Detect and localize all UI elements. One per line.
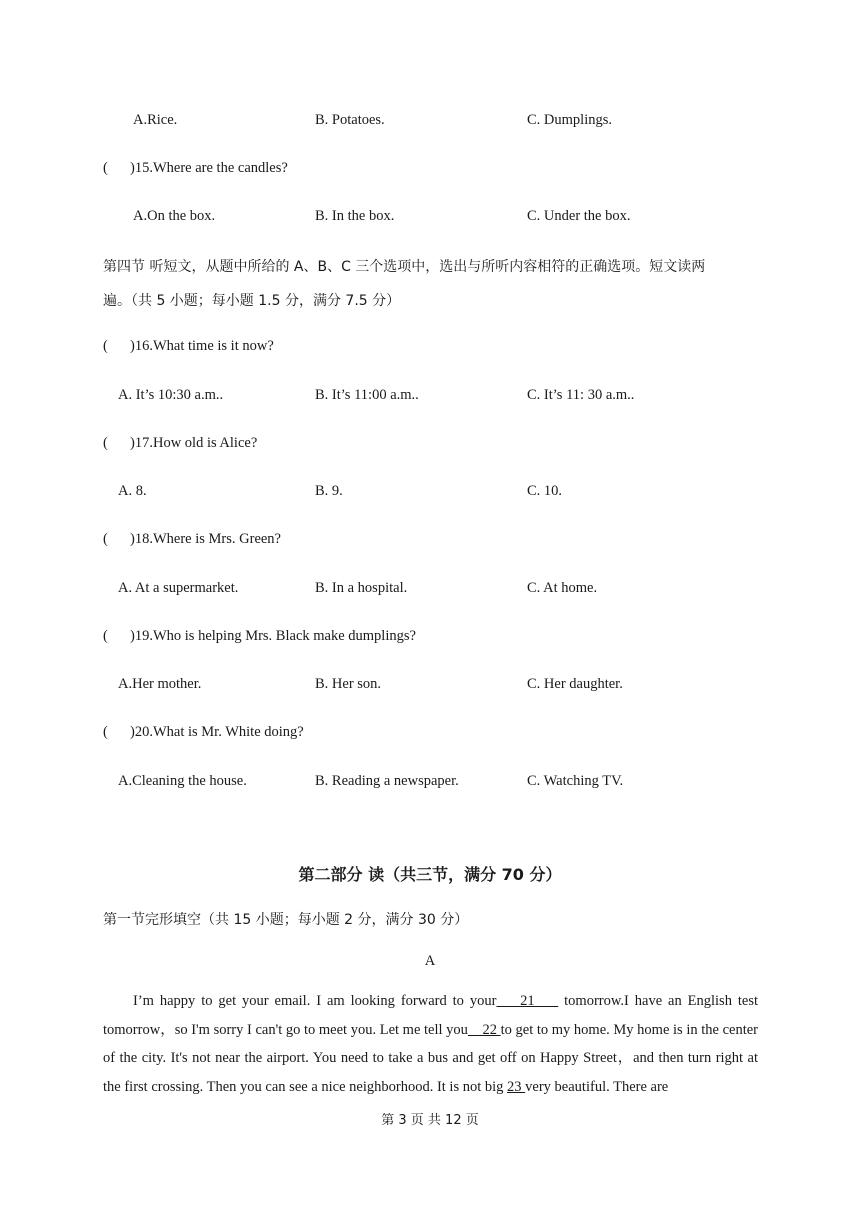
passage-text-1: I’m happy to get your email. I am looking forward to your (133, 993, 497, 1009)
question-17 (103, 435, 257, 452)
passage-text-3: to get to my home. My home is in the center of the city. It's not near the airport. You need to take a bus and get off on Happy Street，and then turn right at the first crossing. Then you can see a nice neighborhood. It is not big (103, 1021, 759, 1095)
answer-paren-close: ) (130, 435, 135, 451)
q17-option-a: A. 8. (118, 483, 147, 499)
cloze-passage (103, 987, 758, 1101)
question-18-text: 18.Where is Mrs. Green? (134, 531, 281, 547)
answer-paren: ( (103, 160, 108, 176)
q20-option-b: B. Reading a newspaper. (315, 773, 459, 789)
q15-option-a: A.On the box. (133, 208, 216, 224)
question-18 (103, 531, 281, 548)
passage-text-2: tomorrow.I have an English test tomorrow，so I'm sorry I can't go to meet you. Let me tell you (103, 993, 758, 1038)
q14-option-c: C. Dumplings. (527, 112, 612, 128)
q19-option-b: B. Her son. (315, 676, 382, 692)
section4-instruction-line1: 第四节 听短文，从题中所给的 A、B、C 三个选项中，选出与所听内容相符的正确选项。短文读两 (103, 259, 706, 275)
answer-paren-close: ) (130, 160, 135, 176)
answer-paren-close: ) (130, 724, 135, 740)
q15-option-c: C. Under the box. (527, 208, 631, 224)
q16-option-b: B. It’s 11:00 a.m.. (315, 387, 419, 403)
q19-option-c: C. Her daughter. (527, 676, 623, 692)
question-16 (103, 338, 274, 355)
answer-paren: ( (103, 531, 108, 547)
answer-paren: ( (103, 724, 108, 740)
q18-option-c: C. At home. (527, 580, 598, 596)
q17-option-c: C. 10. (527, 483, 563, 499)
q14-option-b: B. Potatoes. (315, 112, 385, 128)
q16-option-a: A. It’s 10:30 a.m.. (118, 387, 224, 403)
answer-paren-close: ) (130, 628, 135, 644)
passage-text-4: very beautiful. There are (525, 1078, 669, 1095)
q17-option-b: B. 9. (315, 483, 343, 499)
blank-21: 21 (496, 993, 559, 1009)
blank-23: 23 (507, 1078, 526, 1095)
answer-paren-close: ) (130, 338, 135, 354)
page-footer: 第 3 页 共 12 页 (381, 1113, 479, 1128)
question-20 (103, 724, 304, 741)
answer-paren: ( (103, 628, 108, 644)
q20-option-a: A.Cleaning the house. (118, 773, 247, 789)
q20-option-c: C. Watching TV. (527, 773, 624, 789)
q18-option-a: A. At a supermarket. (118, 580, 239, 596)
question-19-text: 19.Who is helping Mrs. Black make dumplings? (134, 628, 416, 644)
part2-heading: 第二部分 读（共三节，满分 70 分） (298, 865, 562, 884)
q18-option-b: B. In a hospital. (315, 580, 408, 596)
question-19 (103, 628, 416, 645)
q19-option-a: A.Her mother. (118, 676, 202, 692)
answer-paren: ( (103, 435, 108, 451)
q14-option-a: A.Rice. (133, 112, 178, 128)
question-20-text: 20.What is Mr. White doing? (134, 724, 304, 740)
answer-paren-close: ) (130, 531, 135, 547)
question-15 (103, 160, 288, 177)
passage-paragraph (103, 987, 758, 1101)
question-16-text: 16.What time is it now? (134, 338, 274, 354)
section4-instruction-line2: 遍。（共 5 小题；每小题 1.5 分，满分 7.5 分） (103, 293, 401, 309)
answer-paren: ( (103, 338, 108, 354)
question-15-text: 15.Where are the candles? (134, 160, 288, 176)
cloze-section-heading: 第一节完形填空（共 15 小题；每小题 2 分，满分 30 分） (103, 912, 469, 928)
passage-label: A (424, 953, 436, 969)
q16-option-c: C. It’s 11: 30 a.m.. (527, 387, 635, 403)
blank-22: 22 (467, 1021, 501, 1038)
question-17-text: 17.How old is Alice? (134, 435, 258, 451)
q15-option-b: B. In the box. (315, 208, 395, 224)
